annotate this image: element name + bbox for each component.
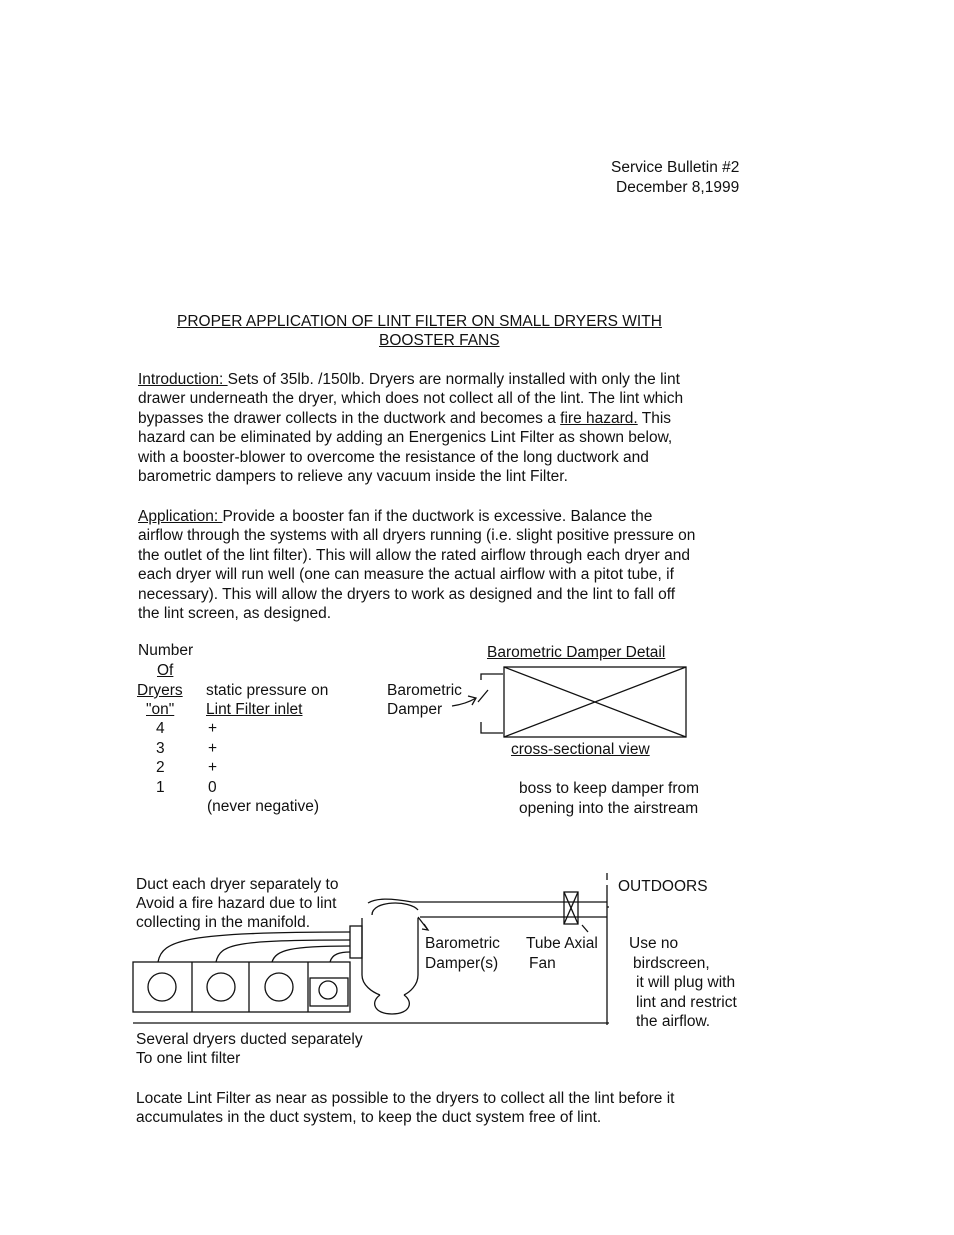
dryer-drum-circle (207, 973, 235, 1001)
boss-note-line2: opening into the airstream (519, 800, 699, 817)
table-header-inlet: Lint Filter inlet (206, 701, 303, 718)
damper-label: Barometric (387, 682, 462, 699)
dryer-bank (133, 962, 350, 1012)
lint-filter-body-right (404, 918, 418, 995)
barometric-dampers-label: Barometric (425, 935, 500, 952)
bulletin-date: December 8,1999 (616, 179, 740, 196)
table-row-pressure: + (208, 740, 218, 757)
duct-note: collecting in the manifold. (136, 914, 311, 931)
tube-axial-fan-label-line2: Fan (529, 955, 556, 972)
table-row-count: 4 (156, 720, 165, 737)
app-line: each dryer will run well (one can measure the actual airflow with a pitot tube, if (138, 566, 674, 584)
table-header-static: static pressure on (206, 682, 329, 699)
dryer-drum-circle (319, 981, 337, 999)
table-row-pressure: + (208, 759, 218, 776)
dryer-duct (330, 952, 350, 962)
intro-line: barometric dampers to relieve any vacuum inside the lint Filter. (138, 468, 568, 486)
damper-detail-title: Barometric Damper Detail (487, 644, 666, 661)
table-header-of: Of (157, 662, 174, 679)
damper-label-line2: Damper (387, 701, 443, 718)
table-row-pressure: + (208, 720, 218, 737)
duct-note: Avoid a fire hazard due to lint (136, 895, 337, 912)
table-row-count: 2 (156, 759, 165, 776)
table-row-count: 3 (156, 740, 165, 757)
birdscreen-note: Use no (629, 935, 679, 952)
dryer-drum-circle (148, 973, 176, 1001)
table-header-on: "on" (146, 701, 175, 718)
table-note: (never negative) (207, 798, 320, 815)
table-row-pressure: 0 (208, 779, 217, 796)
birdscreen-note: lint and restrict (636, 994, 737, 1011)
boss-note: boss to keep damper from (519, 780, 700, 797)
closing-line: accumulates in the duct system, to keep the duct system free of lint. (136, 1109, 602, 1127)
duct-note: Duct each dryer separately to (136, 876, 339, 893)
birdscreen-note: the airflow. (636, 1013, 711, 1030)
table-header-number: Number (138, 642, 194, 659)
page-title: PROPER APPLICATION OF LINT FILTER ON SMALL DRYERS WITH (177, 313, 662, 330)
birdscreen-note: it will plug with (636, 974, 736, 991)
closing-paragraph (136, 1089, 776, 1128)
bulletin-number: Service Bulletin #2 (611, 159, 740, 176)
app-line: the outlet of the lint filter). This will allow the rated airflow through each dryer and (138, 546, 690, 564)
fire-hazard-text: fire hazard. (560, 409, 638, 427)
closing-line: Locate Lint Filter as near as possible to the dryers to collect all the lint before it (136, 1090, 675, 1107)
intro-line: Sets of 35lb. /150lb. Dryers are normally installed with only the lint (227, 371, 680, 388)
diagram-caption: Several dryers ducted separately (136, 1031, 363, 1048)
application-label: Application: (138, 508, 223, 525)
birdscreen-note: birdscreen, (633, 955, 710, 972)
introduction-label: Introduction: (138, 371, 228, 388)
intro-line: drawer underneath the dryer, which does not collect all of the lint. The lint which (138, 390, 684, 408)
intro-line: with a booster-blower to overcome the resistance of the long ductwork and (138, 448, 649, 466)
outdoors-label: OUTDOORS (618, 878, 708, 895)
damper-caption: cross-sectional view (511, 741, 650, 758)
lint-filter-top (372, 903, 418, 915)
table-header-dryers: Dryers (137, 682, 183, 699)
page-title-line2: BOOSTER FANS (379, 332, 500, 349)
intro-line: bypasses the drawer collects in the ductwork and becomes a (138, 409, 561, 427)
filter-inlet-collar (350, 926, 362, 958)
discharge-duct-bend (368, 899, 412, 903)
diagram-caption: To one lint filter (136, 1050, 241, 1067)
app-line: necessary). This will allow the dryers to work as designed and the lint to fall off (138, 585, 676, 603)
app-line: airflow through the systems with all dryers running (i.e. slight positive pressure on (138, 527, 696, 545)
small-dryer-panel (310, 978, 348, 1006)
app-line: Provide a booster fan if the ductwork is excessive. Balance the (222, 508, 653, 525)
barometric-dampers-label-line2: Damper(s) (425, 955, 499, 972)
lint-filter-drawer (375, 995, 410, 1014)
tube-axial-fan-label: Tube Axial (526, 935, 598, 952)
intro-line-tail: This (637, 409, 672, 427)
table-row-count: 1 (156, 779, 165, 796)
lint-filter-body-left (362, 918, 380, 995)
fan-arrow-line (582, 925, 588, 932)
intro-line: hazard can be eliminated by adding an Energenics Lint Filter as shown below, (138, 429, 673, 447)
app-line: the lint screen, as designed. (138, 605, 332, 623)
dryer-drum-circle (265, 973, 293, 1001)
